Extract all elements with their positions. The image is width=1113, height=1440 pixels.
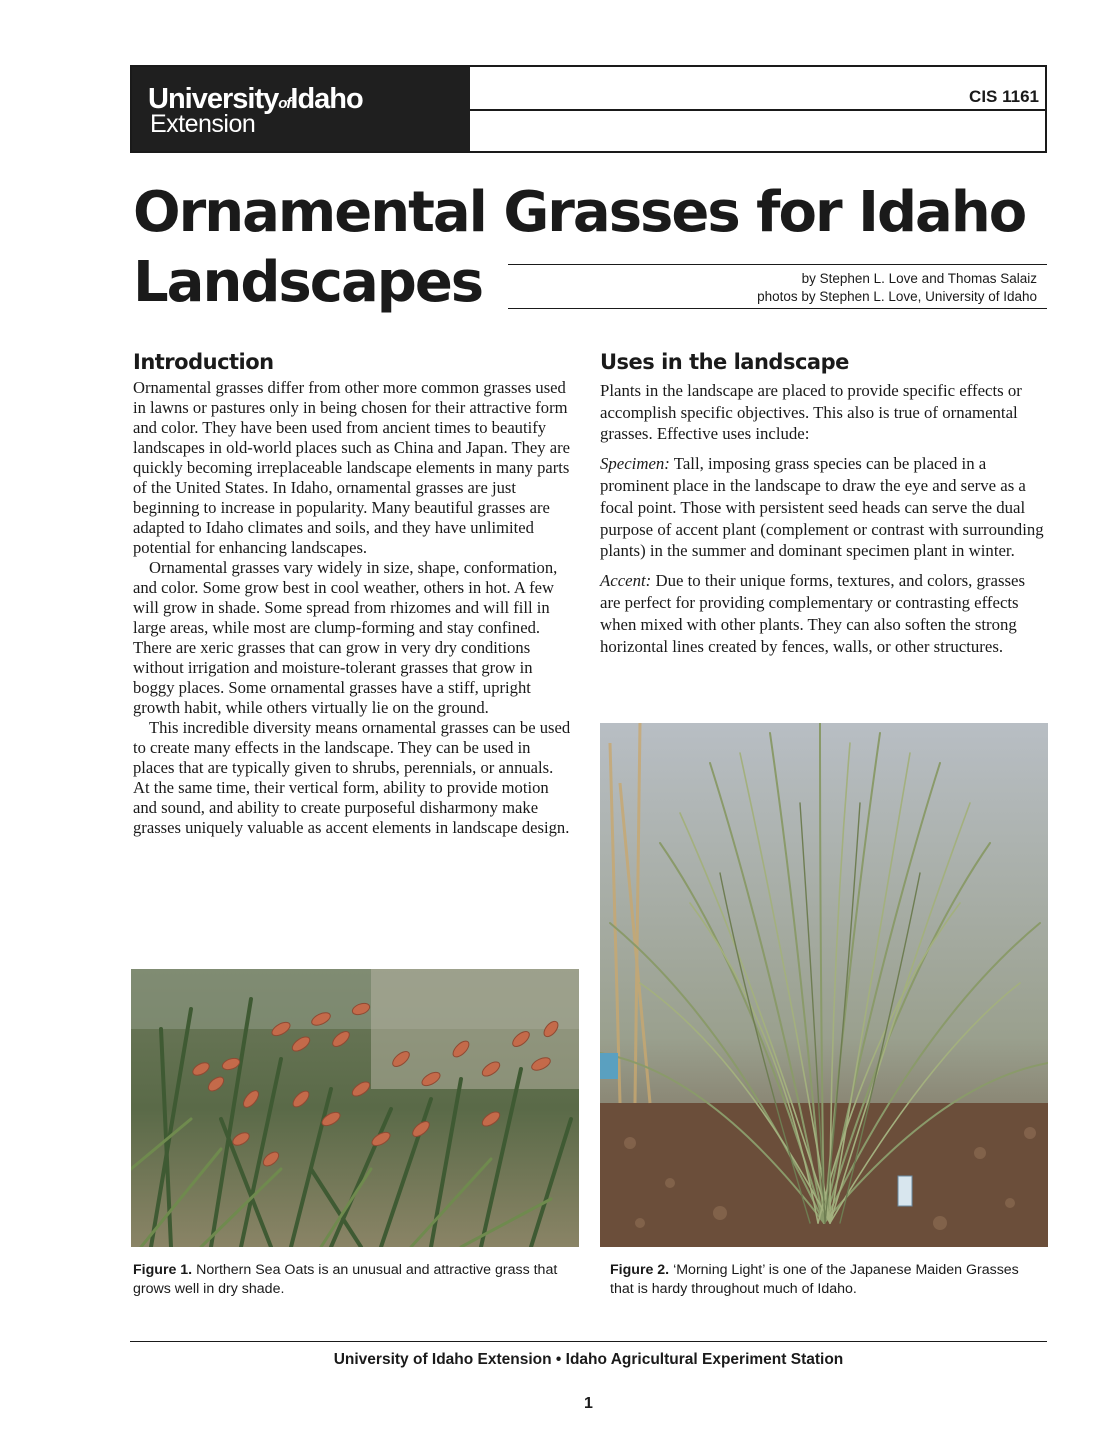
byline: [757, 270, 1037, 306]
page-number: 1: [584, 1395, 593, 1412]
figure-2-photo: [600, 723, 1048, 1247]
figure-1-caption: [133, 1261, 563, 1299]
byline-photos: photos by Stephen L. Love, University of Idaho: [757, 289, 1037, 304]
uses-section: [600, 352, 1047, 665]
logo-university: University: [148, 83, 279, 115]
maiden-grass-image: [600, 723, 1048, 1247]
introduction-section: [133, 352, 573, 838]
byline-authors: by Stephen L. Love and Thomas Salaiz: [801, 271, 1037, 286]
figure-2-text: ‘Morning Light’ is one of the Japanese Maiden Grasses that is hardy throughout much of Idaho.: [610, 1262, 1019, 1297]
logo-of: of: [278, 95, 291, 112]
page-title-line2: Landscapes: [133, 250, 483, 315]
figure-1-photo: [131, 969, 579, 1247]
footer-text: University of Idaho Extension • Idaho Agricultural Experiment Station: [333, 1351, 844, 1368]
introduction-heading: Introduction: [133, 350, 274, 374]
intro-paragraph-2: Ornamental grasses vary widely in size, shape, conformation, and color. Some grow best in cool weather, others in hot. A few will grow in shade. Some spread from rhizomes and will fill in large areas, while most are clump-forming and stay confined. There are xeric grasses that can grow in very dry conditions without irrigation and moisture-tolerant grasses that grow in boggy places. Some ornamental grasses have a stiff, upright growth habit, while others virtually lie on the ground.: [133, 558, 558, 717]
figure-2-label: Figure 2.: [610, 1262, 670, 1278]
figure-2-caption: [610, 1261, 1040, 1299]
logo-extension: Extension: [150, 110, 256, 138]
uses-heading: Uses in the landscape: [600, 350, 849, 374]
sea-oats-image: [131, 969, 579, 1247]
doc-number: CIS 1161: [969, 87, 1039, 106]
specimen-text: Tall, imposing grass species can be placed in a prominent place in the landscape to draw the eye and serve as a focal point. Those with persistent seed heads can serve the dual purpose of accent plant (complement or contrast with surrounding plants) in the summer and dominant specimen plant in winter.: [600, 454, 1044, 561]
accent-term: Accent:: [600, 571, 652, 591]
intro-paragraph-3: This incredible diversity means ornamental grasses can be used to create many effects in the landscape. They can be used in places that are typically given to shrubs, perennials, or annuals. At the same time, their vertical form, ability to provide motion and sound, and ability to create purposeful disharmony make grasses uniquely valuable as accent elements in landscape design.: [133, 718, 571, 837]
figure-1-label: Figure 1.: [133, 1262, 193, 1278]
logo-idaho: Idaho: [290, 83, 363, 115]
specimen-term: Specimen:: [600, 454, 670, 474]
publication-header: [130, 65, 1047, 153]
footer-divider: [130, 1341, 1047, 1342]
page-title-line1: Ornamental Grasses for Idaho: [133, 180, 1026, 245]
byline-rule-bottom: [508, 308, 1047, 309]
accent-text: Due to their unique forms, textures, and colors, grasses are perfect for providing complementary or contrasting effects when mixed with other plants. They can also soften the strong horizontal lines created by fences, walls, or other structures.: [600, 571, 1026, 656]
header-divider: [470, 109, 1045, 111]
accent-paragraph: [600, 570, 1047, 657]
university-logo: [132, 67, 470, 151]
header-info: [470, 67, 1045, 151]
intro-paragraph-1: Ornamental grasses differ from other more common grasses used in lawns or pastures only in being chosen for their attractive form and color. They have been used from ancient times to beautify landscapes in old-world places such as China and Japan. They are quickly becoming irreplaceable landscape elements in many parts of the United States. In Idaho, ornamental grasses are just beginning to increase in popularity. Many beautiful grasses are adapted to Idaho climates and soils, and they have unlimited potential for enhancing landscapes.: [133, 378, 570, 557]
specimen-paragraph: [600, 453, 1047, 562]
byline-rule-top: [508, 264, 1047, 265]
uses-paragraph-1: Plants in the landscape are placed to provide specific effects or accomplish specific objectives. This also is true of ornamental grasses. Effective uses include:: [600, 380, 1022, 444]
figure-1-text: Northern Sea Oats is an unusual and attractive grass that grows well in dry shade.: [133, 1262, 558, 1297]
